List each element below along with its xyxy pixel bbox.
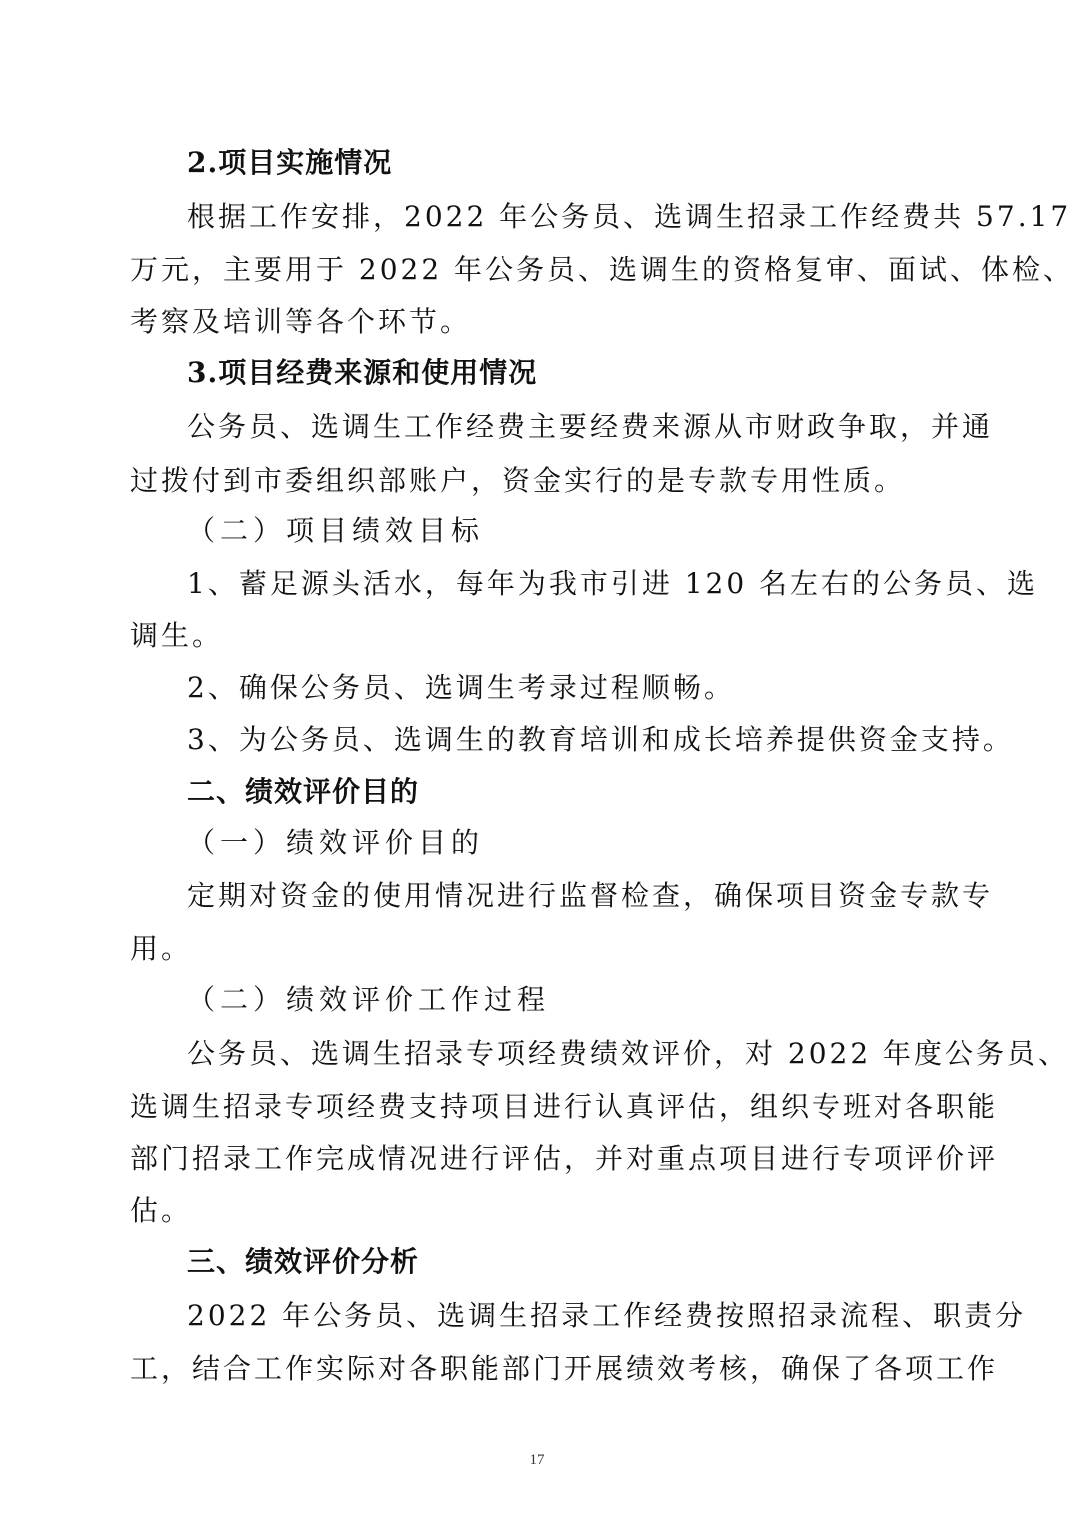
paragraph-line: 工，结合工作实际对各职能部门开展绩效考核，确保了各项工作: [130, 1352, 999, 1385]
paragraph-line: 选调生招录专项经费支持项目进行认真评估，组织专班对各职能: [130, 1090, 999, 1123]
paragraph-line: 1、蓄足源头活水，每年为我市引进 120 名左右的公务员、选: [187, 567, 1039, 600]
paragraph-line: 2022 年公务员、选调生招录工作经费按照招录流程、职责分: [187, 1299, 1027, 1332]
paragraph-line: 过拨付到市委组织部账户，资金实行的是专款专用性质。: [130, 464, 906, 497]
paragraph-line: 调生。: [130, 619, 224, 652]
paragraph-line: 定期对资金的使用情况进行监督检查，确保项目资金专款专: [187, 879, 994, 912]
subheading-evaluation-purpose: （一）绩效评价目的: [187, 826, 485, 859]
paragraph-line: 3、为公务员、选调生的教育培训和成长培养提供资金支持。: [187, 723, 1014, 756]
section-heading-evaluation-purpose: 二、绩效评价目的: [187, 775, 420, 808]
paragraph-line: 公务员、选调生工作经费主要经费来源从市财政争取，并通: [187, 410, 994, 443]
paragraph-line: 考察及培训等各个环节。: [130, 305, 472, 338]
heading-project-implementation: 2.项目实施情况: [187, 146, 393, 179]
subheading-evaluation-process: （二）绩效评价工作过程: [187, 983, 551, 1016]
paragraph-line: 部门招录工作完成情况进行评估，并对重点项目进行专项评价评: [130, 1142, 999, 1175]
page-number: 17: [529, 1452, 545, 1468]
paragraph-line: 万元，主要用于 2022 年公务员、选调生的资格复审、面试、体检、: [130, 253, 1074, 286]
subheading-performance-goals: （二）项目绩效目标: [187, 514, 485, 547]
section-heading-evaluation-analysis: 三、绩效评价分析: [187, 1245, 420, 1278]
paragraph-line: 根据工作安排，2022 年公务员、选调生招录工作经费共 57.17: [187, 200, 1072, 233]
heading-funding-source: 3.项目经费来源和使用情况: [187, 356, 538, 389]
paragraph-line: 估。: [130, 1194, 193, 1227]
paragraph-line: 用。: [130, 932, 193, 965]
paragraph-line: 2、确保公务员、选调生考录过程顺畅。: [187, 671, 735, 704]
paragraph-line: 公务员、选调生招录专项经费绩效评价，对 2022 年度公务员、: [187, 1037, 1070, 1070]
